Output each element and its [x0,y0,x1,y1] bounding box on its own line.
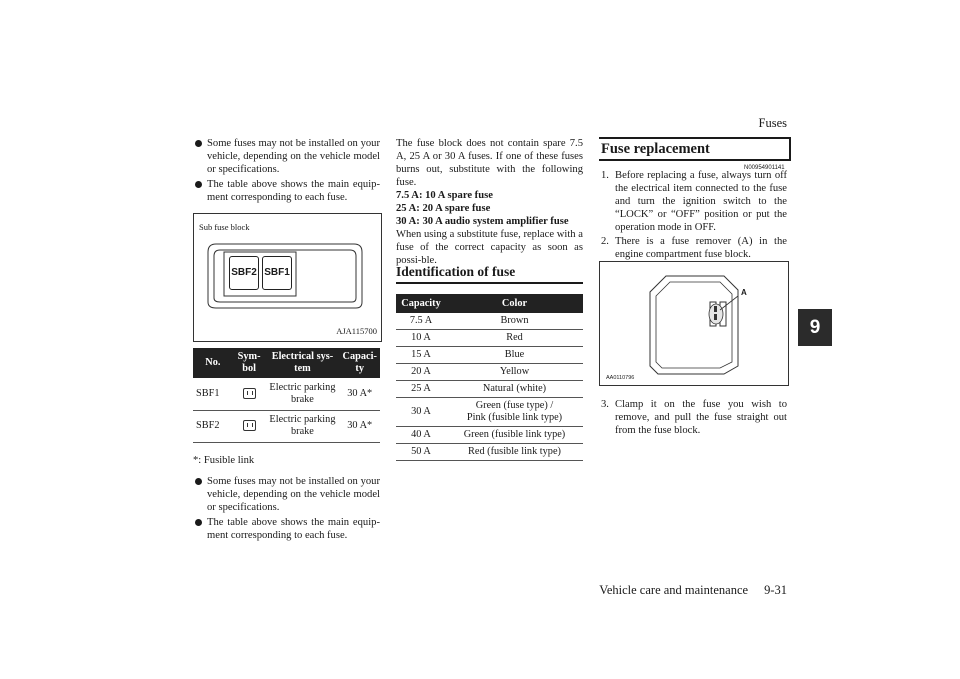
identification-heading: Identification of fuse [396,264,516,279]
step-3 [599,398,787,438]
sub-fuse-table [193,348,380,443]
table-row [396,444,583,461]
bullet-item: The table above shows the main equip-ment corresponding to each fuse. [193,516,380,542]
table-row [396,364,583,381]
step-item [599,169,787,234]
capacity: 30 A [396,398,446,427]
color: Green (fuse type) / [475,400,554,411]
step-number: 3. [601,399,609,410]
figure-caption: Sub fuse block [199,222,250,232]
table-row [396,381,583,398]
color-cell [446,398,583,427]
left-bullets-top [193,137,380,206]
spare-line: 25 A: 20 A spare fuse [396,203,491,214]
step-text: Before replacing a fuse, always turn off the electrical item connected to the fuse and turn the ignition switch to the “LOCK” or “OFF” position or put the operation mode in OFF. [615,170,787,233]
capacity: 20 A [396,364,446,381]
fuse-symbol-cell [233,378,266,410]
footer-section: Vehicle care and maintenance [599,583,749,597]
table-row [193,410,380,442]
capacity: 30 A* [339,378,380,410]
sbf2-fuse: SBF2 [229,256,259,290]
footer-page-number: 9-31 [764,583,787,597]
figure-code: AJA115700 [336,326,377,336]
section-code: N00954901141 [744,165,785,171]
color: Red (fusible link type) [446,444,583,461]
sub-fuse-block-figure [193,213,382,342]
electrical-system: Electric parking brake [265,378,339,410]
step-number: 2. [601,236,609,247]
parking-brake-fuse-icon [243,420,256,431]
color: Natural (white) [446,381,583,398]
table-row [193,378,380,410]
fuse-replacement-heading: Fuse replacement [599,137,791,161]
capacity: 50 A [396,444,446,461]
footnote: *: Fusible link [193,455,255,466]
step-item [599,398,787,437]
fuse-symbol-cell [233,410,266,442]
steps-1-2 [599,169,787,262]
spare-intro: The fuse block does not contain spare 7.5 A, 25 A or 30 A fuses. If one of these fuses burns out, substitute with the following fuse. [396,138,583,188]
color: Red [446,330,583,347]
col-header: Electrical sys-tem [265,348,339,378]
col-header: Color [446,294,583,313]
step-item [599,235,787,261]
col-header: Capaci-ty [339,348,380,378]
table-row [396,398,583,427]
capacity: 40 A [396,427,446,444]
spare-line: 30 A: 30 A audio system amplifier fuse [396,216,569,227]
step-number: 1. [601,170,609,181]
table-row [396,347,583,364]
capacity: 7.5 A [396,313,446,330]
fuse-no: SBF2 [193,410,233,442]
remover-label: A [741,288,747,297]
table-row [396,330,583,347]
table-row [396,313,583,330]
color: Pink (fusible link type) [466,412,563,423]
running-header: Fuses [758,116,787,130]
capacity: 15 A [396,347,446,364]
capacity: 25 A [396,381,446,398]
left-bullets-bottom [193,475,380,544]
heading-rule [396,282,583,284]
bullet-item: Some fuses may not be installed on your vehicle, depending on the vehicle model or specifications. [193,137,380,176]
electrical-system: Electric parking brake [265,410,339,442]
col-header: Sym-bol [233,348,266,378]
col-header: No. [193,348,233,378]
capacity: 10 A [396,330,446,347]
parking-brake-fuse-icon [243,388,256,399]
fuse-remover-figure [599,261,789,386]
bullet-item: Some fuses may not be installed on your vehicle, depending on the vehicle model or specifications. [193,475,380,514]
bullet-item: The table above shows the main equip-ment corresponding to each fuse. [193,178,380,204]
fuse-box-lid-drawing [600,262,788,385]
col-header: Capacity [396,294,446,313]
spare-line: 7.5 A: 10 A spare fuse [396,190,493,201]
page-footer [583,584,787,597]
table-row [396,427,583,444]
color: Green (fusible link type) [446,427,583,444]
fuse-no: SBF1 [193,378,233,410]
color: Brown [446,313,583,330]
color: Blue [446,347,583,364]
figure-code: AA0110796 [606,375,635,381]
capacity: 30 A* [339,410,380,442]
sbf1-fuse: SBF1 [262,256,292,290]
chapter-tab: 9 [798,309,832,346]
color: Yellow [446,364,583,381]
step-text: Clamp it on the fuse you wish to remove, and pull the fuse straight out from the fuse block. [615,399,787,436]
fuse-color-table [396,294,583,461]
spare-fuse-section [396,137,583,267]
substitute-note: When using a substitute fuse, replace with a fuse of the correct capacity as soon as possi-ble. [396,229,583,266]
step-text: There is a fuse remover (A) in the engine compartment fuse block. [615,236,787,260]
